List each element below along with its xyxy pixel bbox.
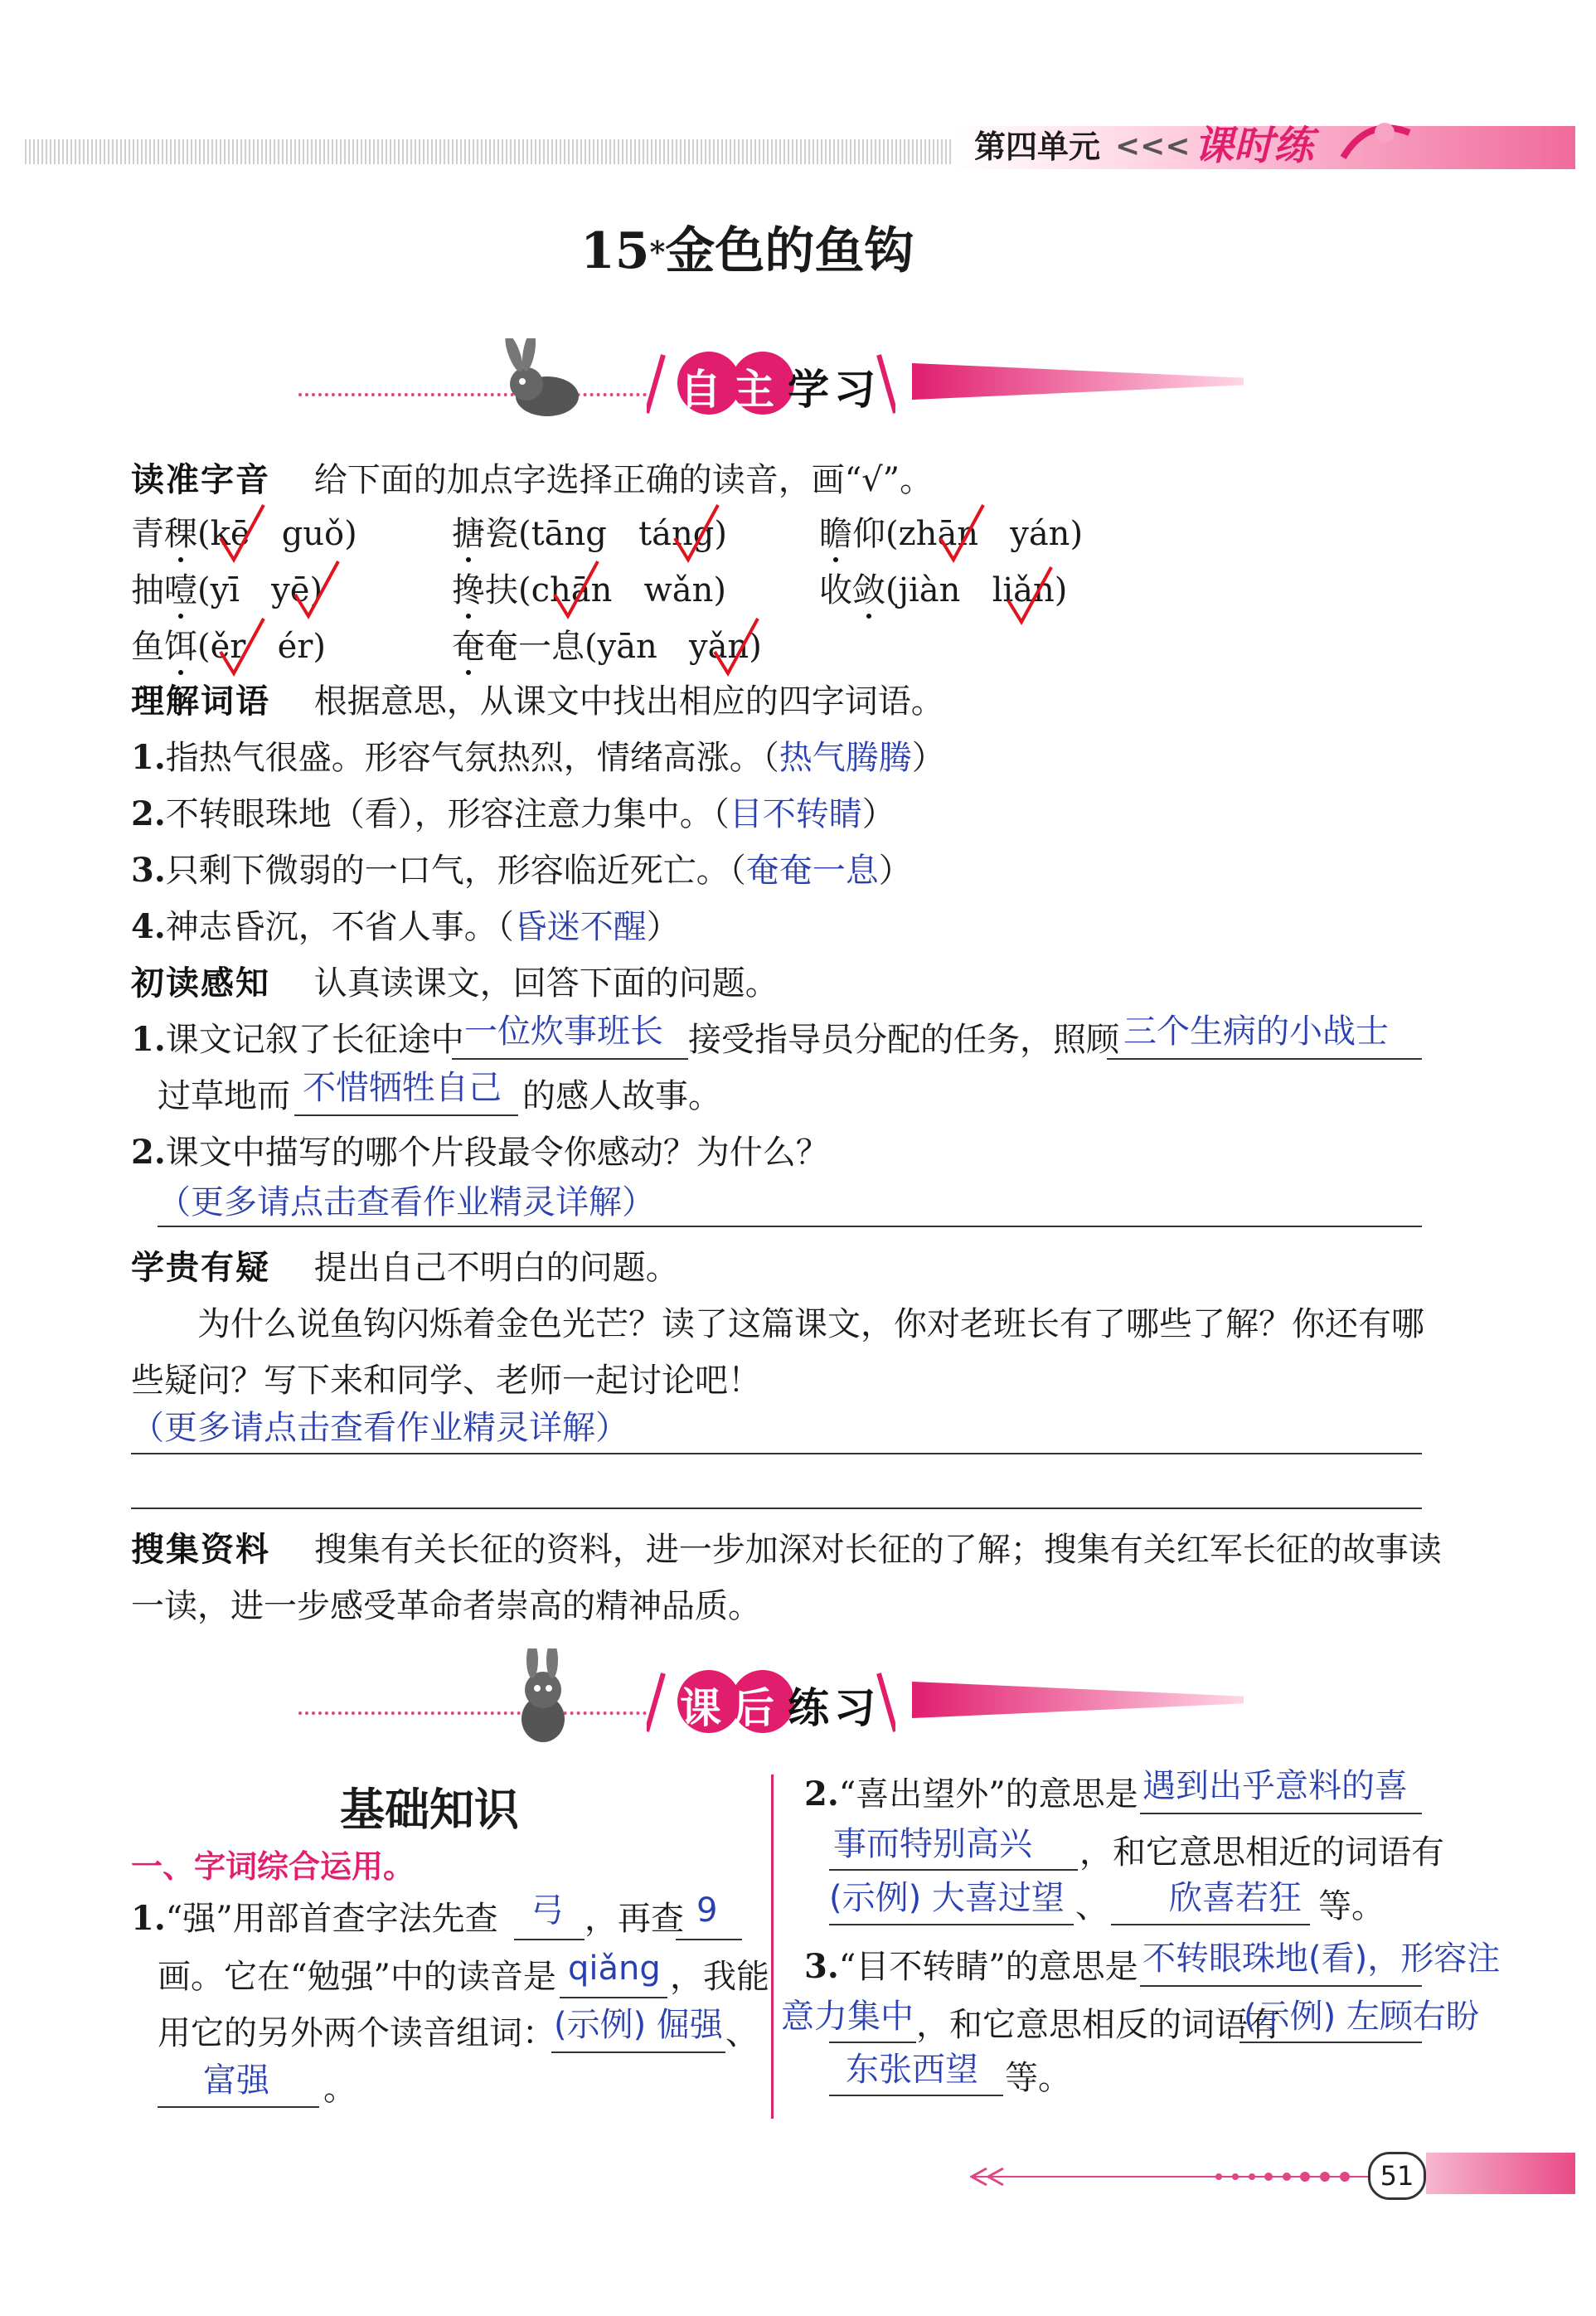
first-reading-row — [131, 964, 779, 1003]
read-sounds-label: 读准字音 — [131, 461, 270, 499]
basics-heading: 基础知识 — [340, 1783, 519, 1836]
header-arrows: <<< — [1115, 129, 1191, 163]
banner-part1: 课后 — [680, 1684, 786, 1732]
pinyin-item: 收敛(jiàn liǎn) — [819, 571, 1068, 609]
pinyin-item: 奄奄一息(yān yǎn) — [452, 628, 762, 666]
answer-underline — [158, 2106, 319, 2108]
answer-underline — [158, 1226, 1422, 1227]
rabbit-icon — [489, 338, 597, 425]
basics-q3-text-a: 3.“目不转睛”的意思是 — [804, 1947, 1138, 1986]
answer-underline — [1140, 1985, 1422, 1987]
check-mark-icon — [711, 615, 761, 680]
question-1-text-d: 的感人故事。 — [522, 1077, 721, 1115]
inquiry-row — [131, 1248, 679, 1288]
banner-swoosh — [912, 1682, 1244, 1718]
fill-answer: 遇到出乎意料的喜 — [1142, 1767, 1408, 1805]
basics-q1-text-d2: 用它的另外两个读音组词： — [158, 2014, 555, 2052]
section-banner-self-study — [298, 338, 1252, 430]
answer-underline — [676, 1939, 742, 1940]
basics-q2-text-c: 、 — [1075, 1887, 1108, 1925]
basics-q1-text-d1: ，我能 — [670, 1958, 769, 1996]
footer-band — [1426, 2153, 1575, 2194]
basics-q3-text-c: 等。 — [1005, 2059, 1071, 2097]
check-mark-icon — [217, 502, 267, 566]
fill-answer: 不惜牺牲自己 — [303, 1069, 502, 1107]
inquiry-para-1: 为什么说鱼钩闪烁着金色光芒？读了这篇课文，你对老班长有了哪些了解？你还有哪 — [197, 1305, 1424, 1343]
answer-underline — [294, 1114, 518, 1116]
column-divider — [771, 1775, 774, 2119]
pinyin-item: 抽噎(yī yē) — [131, 571, 323, 609]
pinyin-item: 瞻仰(zhān yán) — [819, 515, 1084, 553]
answer-underline — [131, 1453, 1422, 1454]
basics-q3-text-b: ，和它意思相反的词语有 — [916, 2006, 1281, 2044]
fill-answer: 不转眼珠地(看)，形容注 — [1142, 1940, 1501, 1978]
basics-q1-text-f: 。 — [323, 2070, 357, 2108]
header-brand: 课时练 — [1194, 123, 1314, 169]
basics-q2-text-b: ，和它意思相近的词语有 — [1079, 1833, 1444, 1872]
check-mark-icon — [672, 502, 721, 566]
collect-label: 搜集资料 — [131, 1531, 270, 1569]
inquiry-para-2: 些疑问？写下来和同学、老师一起讨论吧！ — [131, 1362, 761, 1400]
title-number: 15 — [580, 222, 650, 280]
title-star: * — [649, 235, 666, 270]
fill-answer: 一位炊事班长 — [464, 1012, 663, 1051]
pinyin-item: 鱼饵(ěr ér) — [131, 628, 326, 666]
banner-part1: 自主 — [680, 366, 786, 414]
understand-words-instruction: 根据意思，从课文中找出相应的四字词语。 — [313, 682, 944, 721]
answer-underline — [1111, 1924, 1310, 1925]
question-1-line-1: 1.课文记叙了长征途中 — [131, 1020, 464, 1059]
question-1-text-b: 接受指导员分配的任务，照顾 — [688, 1021, 1119, 1059]
answer-underline — [829, 1869, 1078, 1871]
answer-underline — [131, 1508, 1422, 1509]
basics-q1-text-e: 、 — [725, 2014, 759, 2052]
collect-line-2: 一读，进一步感受革命者崇高的精神品质。 — [131, 1587, 761, 1625]
answer-underline — [551, 2051, 725, 2053]
fill-answer: 三个生病的小战士 — [1123, 1012, 1389, 1051]
fill-answer: (示例) 大喜过望 — [829, 1879, 1065, 1917]
pinyin-item: 搀扶(chān wǎn) — [452, 571, 727, 609]
check-mark-icon — [1005, 564, 1055, 629]
understand-words-row — [131, 682, 944, 721]
list-item: 4.神志昏沉，不省人事。（昏迷不醒） — [131, 907, 680, 946]
inquiry-instruction: 提出自己不明白的问题。 — [313, 1249, 679, 1287]
read-sounds-instruction: 给下面的加点字选择正确的读音，画“√”。 — [313, 461, 934, 499]
footer-arrow-icon — [970, 2164, 1385, 2189]
answer-underline — [1239, 2042, 1422, 2043]
answer-underline — [560, 1997, 667, 1998]
check-mark-icon — [217, 615, 267, 680]
inquiry-label: 学贵有疑 — [131, 1249, 270, 1287]
fill-answer: (示例) 左顾右盼 — [1244, 1998, 1479, 2036]
banner-dotted-left — [298, 1712, 647, 1715]
answer-underline — [1107, 1058, 1422, 1060]
header-unit: 第四单元 — [974, 129, 1101, 165]
fill-answer: 富强 — [203, 2061, 269, 2100]
pinyin-item: 青稞(kē guǒ) — [131, 515, 357, 553]
answer-underline — [1140, 1813, 1422, 1814]
answer-underline — [829, 2042, 916, 2043]
header-stripe — [25, 139, 978, 164]
first-reading-instruction: 认真读课文，回答下面的问题。 — [313, 964, 779, 1003]
title-text: 金色的鱼钩 — [665, 222, 914, 280]
fill-answer: （更多请点击查看作业精灵详解） — [131, 1409, 628, 1447]
first-reading-label: 初读感知 — [131, 964, 270, 1003]
answer-underline — [829, 2095, 1003, 2096]
fill-answer: 事而特别高兴 — [833, 1825, 1032, 1863]
answer-underline — [452, 1058, 688, 1060]
basics-q1-text-a: 1.“强”用部首查字法先查 — [131, 1899, 498, 1938]
page-number — [1368, 2152, 1426, 2200]
section-banner-practice — [298, 1657, 1252, 1748]
page-title — [580, 211, 914, 283]
basics-q2-text-a: 2.“喜出望外”的意思是 — [804, 1775, 1138, 1813]
check-mark-icon — [292, 558, 342, 623]
basics-subheading: 一、字词综合运用。 — [131, 1848, 415, 1885]
list-item: 2.不转眼珠地（看），形容注意力集中。（目不转睛） — [131, 794, 895, 833]
page-number-text: 51 — [1380, 2160, 1414, 2192]
understand-words-label: 理解词语 — [131, 682, 270, 721]
fill-answer: 东张西望 — [846, 2051, 978, 2089]
basics-q1-text-b: ，再查 — [585, 1900, 684, 1938]
banner-swoosh — [912, 363, 1244, 400]
rabbit-icon — [497, 1648, 589, 1748]
question-1-text-c: 过草地而 — [158, 1077, 290, 1115]
check-mark-icon — [551, 558, 601, 623]
fill-answer: qiǎng — [568, 1949, 661, 1988]
check-mark-icon — [937, 502, 987, 566]
answer-underline — [514, 1939, 585, 1940]
list-item: 1.指热气很盛。形容气氛热烈，情绪高涨。（热气腾腾） — [131, 738, 945, 777]
fill-answer: 欣喜若狂 — [1169, 1879, 1302, 1917]
fill-answer: (示例) 倔强 — [554, 2006, 723, 2044]
banner-part2: 练习 — [788, 1684, 880, 1732]
fill-answer: 9 — [696, 1891, 718, 1930]
basics-q1-text-c: 画。它在“勉强”中的读音是 — [158, 1958, 556, 1996]
question-2-line: 2.课文中描写的哪个片段最令你感动？为什么？ — [131, 1133, 829, 1172]
banner-part2: 学习 — [788, 366, 880, 414]
fill-answer: 弓 — [531, 1891, 564, 1930]
read-sounds-row — [131, 460, 933, 500]
answer-underline — [829, 1924, 1074, 1925]
fill-answer: （更多请点击查看作业精灵详解） — [158, 1183, 655, 1221]
fill-answer: 意力集中 — [781, 1998, 914, 2036]
list-item: 3.只剩下微弱的一口气，形容临近死亡。（奄奄一息） — [131, 851, 912, 890]
collect-line-1: 搜集有关长征的资料，进一步加深对长征的了解；搜集有关红军长征的故事读 — [313, 1531, 1442, 1569]
collect-row — [131, 1530, 1442, 1570]
basics-q2-text-d: 等。 — [1318, 1887, 1385, 1925]
pinyin-item: 搪瓷(tāng táng) — [452, 515, 727, 553]
header-mascot-icon — [1335, 108, 1418, 174]
